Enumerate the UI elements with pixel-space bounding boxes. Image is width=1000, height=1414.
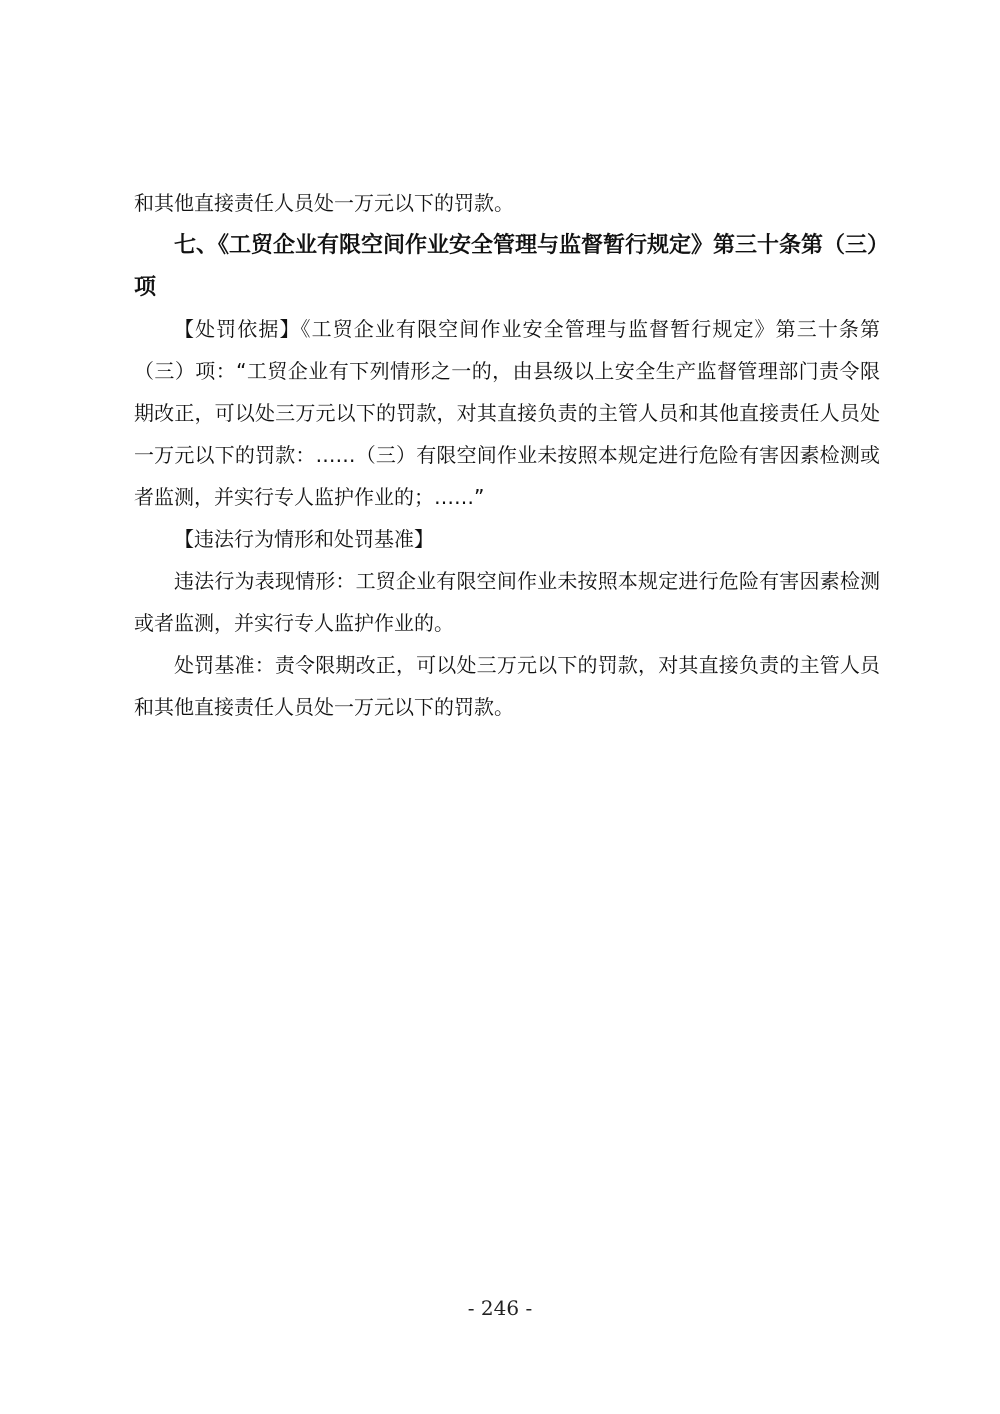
paragraph-penalty-standard: 处罚基准：责令限期改正，可以处三万元以下的罚款，对其直接负责的主管人员和其他直接责任人员处一万元以下的罚款。 xyxy=(134,653,880,719)
paragraph-penalty-basis: 【处罚依据】《工贸企业有限空间作业安全管理与监督暂行规定》第三十条第（三）项：“工贸企业有下列情形之一的，由县级以上安全生产监督管理部门责令限期改正，可以处三万元以下的罚款，对其直接负责的主管人员和其他直接责任人员处一万元以下的罚款：……（三）有限空间作业未按照本规定进行危险有害因素检测或者监测，并实行专人监护作业的；……” xyxy=(134,317,880,509)
paragraph-subheading: 【违法行为情形和处罚基准】 xyxy=(174,527,434,551)
page-number: - 246 - xyxy=(467,1296,533,1320)
document-body xyxy=(134,182,880,728)
paragraph-continuation: 和其他直接责任人员处一万元以下的罚款。 xyxy=(134,191,514,215)
section-heading: 七、《工贸企业有限空间作业安全管理与监督暂行规定》第三十条第（三）项 xyxy=(134,232,879,300)
paragraph-violation-description: 违法行为表现情形：工贸企业有限空间作业未按照本规定进行危险有害因素检测或者监测，并实行专人监护作业的。 xyxy=(134,569,880,635)
